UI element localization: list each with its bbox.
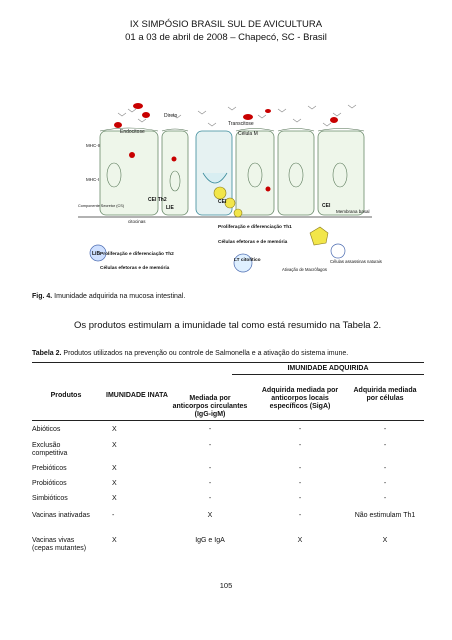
table-cell-produto: Prebióticos [32,465,67,472]
table-cell-inata: X [112,426,117,433]
header-anticorpos-circulantes: Mediada por anticorpos circulantes (IgG-igM) [172,395,248,418]
table-cell-locais: - [298,426,302,433]
table-cell-produto: Abióticos [32,426,61,433]
table-cell-inata: X [112,495,117,502]
table-cell-locais: X [297,537,303,544]
conference-date: 01 a 03 de abril de 2008 – Chapecó, SC - Brasil [125,32,327,43]
table-cell-produto: Probióticos [32,480,67,487]
table-cell-produto: Vacinas inativadas [32,512,90,519]
label-mhc-i: MHC-I [86,177,99,182]
table-cell-celulas: X [382,537,388,544]
table-cell-celulas: - [383,442,387,449]
table-cell-anticorpos: - [208,465,212,472]
label-mhc-ii: MHC-II [86,143,101,148]
label-cel-th2: CEI Th2 [148,197,167,203]
figure-caption-text: Imunidade adquirida na mucosa intestinal. [52,293,186,300]
intestinal-mucosa-figure [78,103,382,286]
table-cell-anticorpos: X [207,512,213,519]
header-bottom-rule [32,420,424,421]
table-cell-inata: X [112,537,117,544]
label-endocitose: Endocitose [120,129,145,135]
label-prolif-left: Proliferação e diferenciação Th2 [100,252,174,257]
table-cell-anticorpos: - [208,442,212,449]
table-cell-anticorpos: - [208,495,212,502]
page-number: 105 [219,581,233,590]
table-cell-inata: - [112,512,115,519]
table-cell-celulas: Não estimulam Th1 [354,512,416,519]
label-transcitose: Transcitose [228,121,254,127]
table-cell-celulas: - [383,465,387,472]
label-membrana-basal: Membrana basal [336,209,370,214]
header-produtos: Produtos [50,392,82,399]
label-componente-secretor: Componente Secretor (CS) [78,204,125,208]
page-header [0,18,452,44]
table-cell-anticorpos: IgG e IgA [195,537,225,544]
body-paragraph: Os produtos estimulam a imunidade tal como está resumido na Tabela 2. [74,320,382,331]
table-cell-locais: - [298,442,302,449]
header-anticorpos-locais: Adquirida mediada por anticorpos locais específicos (SigA) [261,387,339,410]
label-celulas-mid: Células efetoras e de memória [218,240,288,245]
label-cel-right: CEI [322,203,331,209]
label-lie: LIE [166,205,174,211]
table-cell-inata: X [112,442,117,449]
table-cell-produto: Exclusão competitiva [32,442,68,457]
table-cell-locais: - [298,512,302,519]
table-top-rule [32,362,424,363]
label-lt-citolitico: LT citolítico [234,258,261,263]
conference-title: IX SIMPÓSIO BRASIL SUL DE AVICULTURA [129,19,323,30]
label-cel-mid: CEI [218,199,227,205]
table-cell-produto: Vacinas vivas (cepas mutantes) [32,537,87,552]
label-direto: Direto [164,113,178,119]
header-imunidade-inata: IMUNIDADE INATA [106,392,168,399]
table-cell-celulas: - [383,480,387,487]
label-celulas-nk: Células assassinas naturais [330,259,382,264]
label-ativacao-macrofagos: Ativação de Macrófagos [282,267,327,272]
table-cell-produto: Simbióticos [32,495,68,502]
label-celulas-left: Células efetoras e de memória [100,266,170,271]
table-cell-celulas: - [383,426,387,433]
figure-caption-label: Fig. 4. [32,293,53,300]
table-cell-locais: - [298,480,302,487]
figure-caption [32,293,185,300]
table-cell-anticorpos: - [208,480,212,487]
table-cell-inata: X [112,465,117,472]
table-cell-locais: - [298,495,302,502]
header-adquirida-rule [232,374,424,375]
table-cell-locais: - [298,465,302,472]
label-citocinas: citocinas [128,219,146,224]
table-caption [32,350,348,357]
label-lib: LiB [92,251,101,257]
header-celulas: Adquirida mediada por células [353,387,417,402]
label-prolif-mid: Proliferação e diferenciação Th1 [218,225,292,230]
table-caption-label: Tabela 2. [32,350,62,357]
table-cell-inata: X [112,480,117,487]
header-imunidade-adquirida: IMUNIDADE ADQUIRIDA [287,365,369,372]
table-caption-text: Produtos utilizados na prevenção ou controle de Salmonella e a ativação do sistema imune. [61,350,349,357]
table-cell-celulas: - [383,495,387,502]
label-celula-m: Célula M [238,131,258,137]
table-cell-anticorpos: - [208,426,212,433]
